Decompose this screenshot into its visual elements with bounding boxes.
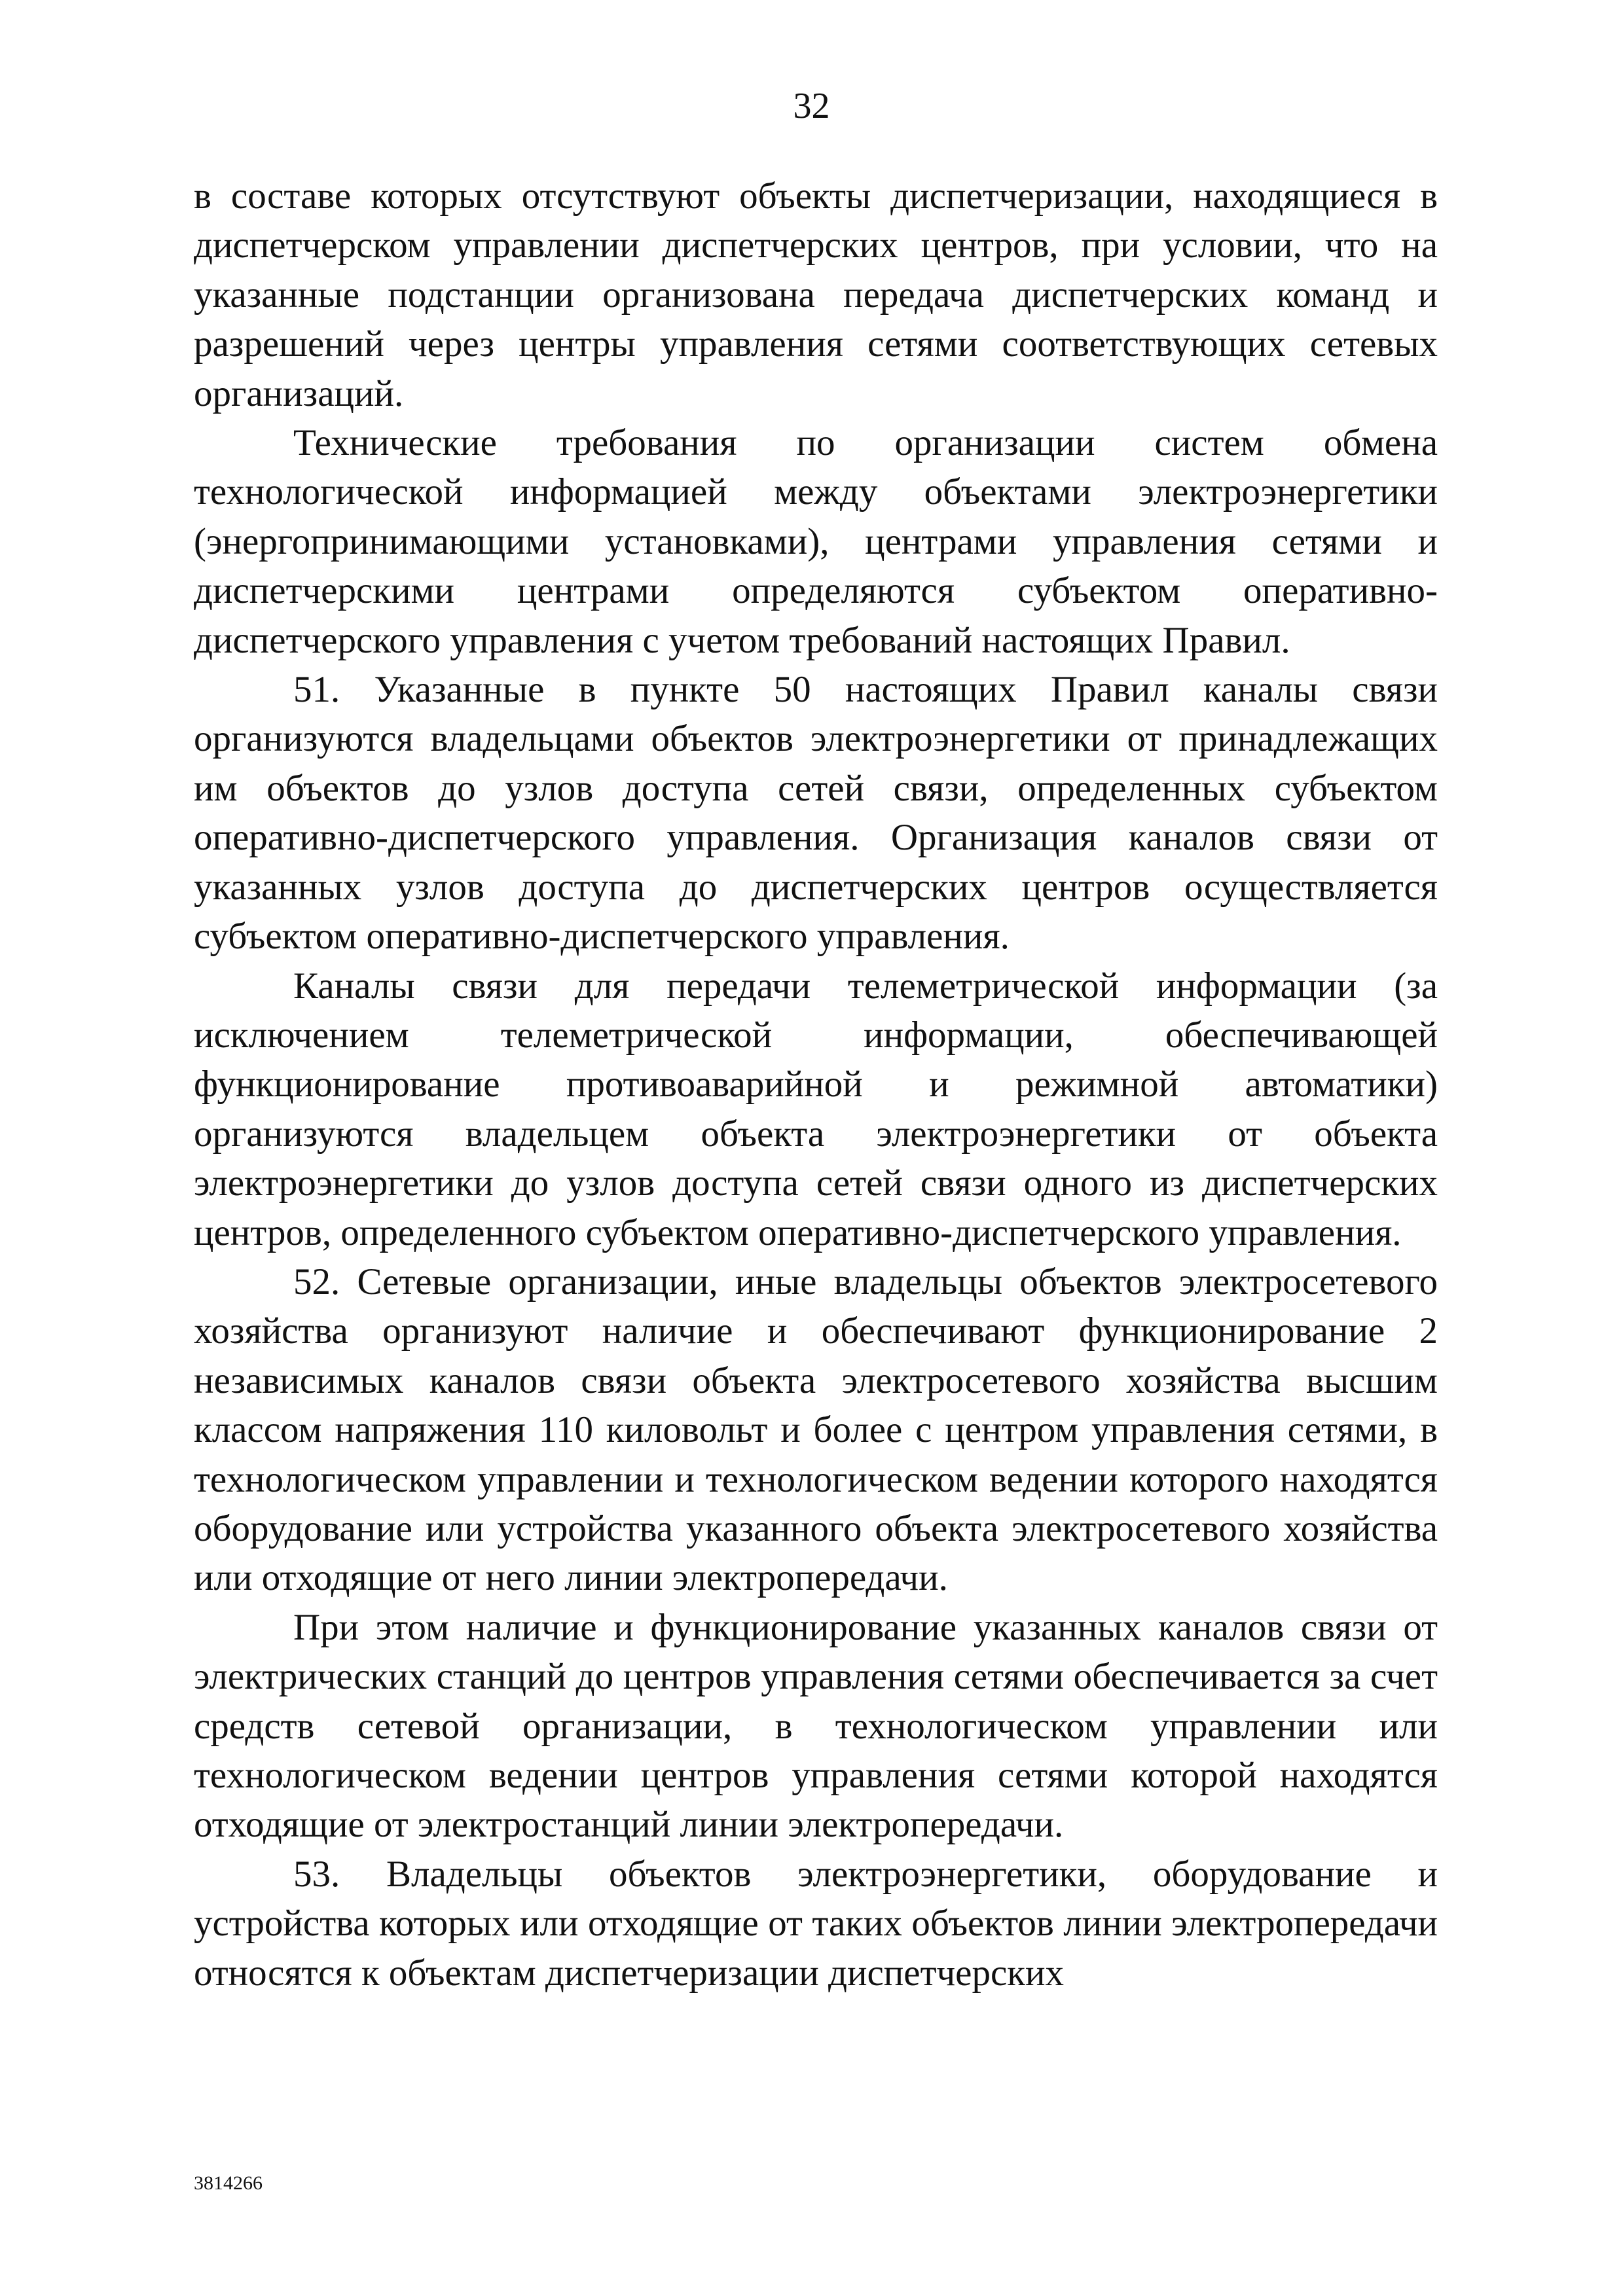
paragraph-clause-53: 53. Владельцы объектов электроэнергетики, оборудование и устройства которых или отходящие от таких объектов линии электропередачи относятся к объектам диспетчеризации диспетчерских <box>194 1853 1438 1994</box>
page-number: 32 <box>793 86 830 126</box>
paragraph-telemetry-channels: Каналы связи для передачи телеметрической информации (за исключением телеметрической информации, обеспечивающей функционирование противоаварийной и режимной автоматики) организуются владельцем объекта электроэнергетики от объекта электроэнергетики до узлов доступа сетей связи одного из диспетчерских центров, определенного субъектом оперативно-диспетчерского управления. <box>194 965 1438 1253</box>
document-code: 3814266 <box>194 2172 263 2194</box>
paragraph-continuation: в составе которых отсутствуют объекты диспетчеризации, находящиеся в диспетчерском управлении диспетчерских центров, при условии, что на указанные подстанции организована передача диспетчерских команд и разрешений через центры управления сетями соответствующих сетевых организаций. <box>194 175 1438 414</box>
paragraph-technical-requirements: Технические требования по организации систем обмена технологической информацией между объектами электроэнергетики (энергопринимающими установками), центрами управления сетями и диспетчерскими центрами определяются субъектом оперативно-диспетчерского управления с учетом требований настоящих Правил. <box>194 422 1438 661</box>
paragraph-clause-52: 52. Сетевые организации, иные владельцы объектов электросетевого хозяйства организуют наличие и обеспечивают функционирование 2 независимых каналов связи объекта электросетевого хозяйства высшим классом напряжения 110 киловольт и более с центром управления сетями, в технологическом управлении и технологическом ведении которого находятся оборудование или устройства указанного объекта электросетевого хозяйства или отходящие от него линии электропередачи. <box>194 1261 1438 1599</box>
document-body <box>194 171 1438 1998</box>
paragraph-clause-51: 51. Указанные в пункте 50 настоящих Правил каналы связи организуются владельцами объектов электроэнергетики от принадлежащих им объектов до узлов доступа сетей связи, определенных субъектом оперативно-диспетчерского управления. Организация каналов связи от указанных узлов доступа до диспетчерских центров осуществляется субъектом оперативно-диспетчерского управления. <box>194 669 1438 958</box>
paragraph-channel-funding: При этом наличие и функционирование указанных каналов связи от электрических станций до центров управления сетями обеспечивается за счет средств сетевой организации, в технологическом управлении или технологическом ведении центров управления сетями которой находятся отходящие от электростанций линии электропередачи. <box>194 1606 1438 1846</box>
